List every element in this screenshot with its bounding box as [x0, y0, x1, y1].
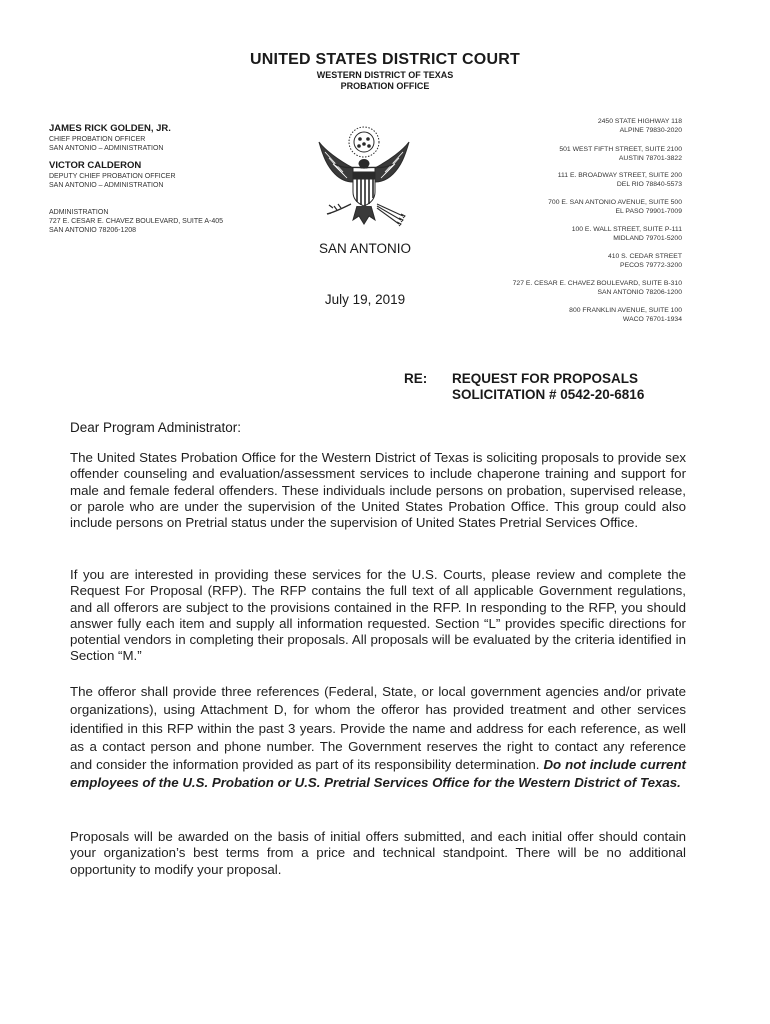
office-address-austin: [559, 146, 682, 163]
office-name: PROBATION OFFICE: [340, 81, 430, 91]
officer-title: CHIEF PROBATION OFFICER: [49, 136, 146, 143]
address-line: 501 WEST FIFTH STREET, SUITE 2100: [559, 146, 682, 153]
officer-location: SAN ANTONIO – ADMINISTRATION: [49, 182, 164, 189]
salutation: Dear Program Administrator:: [70, 420, 242, 435]
admin-line1: 727 E. CESAR E. CHAVEZ BOULEVARD, SUITE A-405: [49, 218, 224, 225]
district-name: WESTERN DISTRICT OF TEXAS: [316, 70, 454, 80]
paragraph-1: The United States Probation Office for the Western District of Texas is soliciting proposals to provide sex offender counseling and evaluation/assessment services to include chaperone training and support for male and female federal offenders. These individuals include persons on probation, supervised release, or parole who are under the supervision of the United States Probation Office. This group could also include persons on Pretrial status under the supervision of United States Pretrial Services Office.: [70, 450, 686, 531]
address-city: EL PASO 79901-7009: [615, 207, 682, 215]
city-name: SAN ANTONIO: [318, 241, 412, 256]
address-line: 111 E. BROADWAY STREET, SUITE 200: [557, 172, 682, 179]
paragraph-4: Proposals will be awarded on the basis of initial offers submitted, and each initial offer should contain your organization’s best terms from a price and technical standpoint. There will be no additional opportunity to modify your proposal.: [70, 829, 686, 877]
address-city: WACO 76701-1934: [622, 315, 682, 323]
office-address-waco: [569, 307, 682, 324]
address-line: 100 E. WALL STREET, SUITE P-111: [571, 226, 682, 233]
office-address-elpaso: [548, 199, 682, 216]
letter-date: July 19, 2019: [324, 292, 406, 307]
officer-location: SAN ANTONIO – ADMINISTRATION: [49, 145, 164, 152]
admin-label: ADMINISTRATION: [49, 209, 109, 216]
re-line-2: SOLICITATION # 0542-20-6816: [452, 387, 645, 402]
paragraph-3-emphasis: Do not include current employees of the U.S. Probation or U.S. Pretrial Services Office for the Western District of Texas.: [70, 757, 686, 791]
eagle-seal-svg: [313, 120, 415, 236]
paragraph-3: [70, 683, 686, 793]
re-line-1: REQUEST FOR PROPOSALS: [452, 371, 639, 386]
admin-line2: SAN ANTONIO 78206-1208: [49, 227, 137, 234]
address-city: AUSTIN 78701-3822: [618, 154, 682, 162]
address-line: 700 E. SAN ANTONIO AVENUE, SUITE 500: [548, 199, 682, 206]
officer-block-1: [49, 123, 171, 153]
office-address-delrio: [558, 172, 682, 189]
court-title: UNITED STATES DISTRICT COURT: [250, 51, 520, 68]
office-address-alpine: [598, 118, 682, 135]
officer-title: DEPUTY CHIEF PROBATION OFFICER: [49, 173, 176, 180]
paragraph-2: If you are interested in providing these services for the U.S. Courts, please review and complete the Request For Proposal (RFP). The RFP contains the full text of all applicable Government regulations, and all offerors are subject to the provisions contained in the RFP. In responding to the RFP, you should answer fully each item and supply all information requested. Section “L” provides specific directions for potential vendors in completing their proposals. All proposals will be evaluated by the criteria identified in Section “M.”: [70, 567, 686, 664]
address-city: PECOS 79772-3200: [620, 261, 682, 269]
address-line: 727 E. CESAR E. CHAVEZ BOULEVARD, SUITE B-310: [512, 280, 682, 287]
officer-name: VICTOR CALDERON: [49, 160, 142, 171]
address-line: 2450 STATE HIGHWAY 118: [597, 118, 682, 125]
officer-block-2: [49, 160, 176, 190]
paragraph-3-text: The offeror shall provide three references (Federal, State, or local government agencies and/or private organizations), using Attachment D, for whom the offeror has provided treatment and other services identified in this RFP within the past 3 years. Provide the name and address for each reference, as well as a contact person and phone number. The Government reserves the right to contact any reference and consider the information provided as part of its responsibility determination.: [70, 684, 686, 773]
officer-name: JAMES RICK GOLDEN, JR.: [49, 123, 171, 134]
eagle-seal-icon: [313, 120, 415, 236]
address-line: 800 FRANKLIN AVENUE, SUITE 100: [569, 307, 682, 314]
address-city: DEL RIO 78840-5573: [616, 180, 682, 188]
address-city: ALPINE 79830-2020: [619, 126, 682, 134]
re-label: RE:: [404, 371, 428, 386]
address-line: 410 S. CEDAR STREET: [607, 253, 682, 260]
re-subject: [452, 371, 644, 403]
address-city: SAN ANTONIO 78206-1200: [597, 288, 682, 296]
address-city: MIDLAND 79701-5200: [613, 234, 682, 242]
admin-address: [49, 208, 223, 235]
